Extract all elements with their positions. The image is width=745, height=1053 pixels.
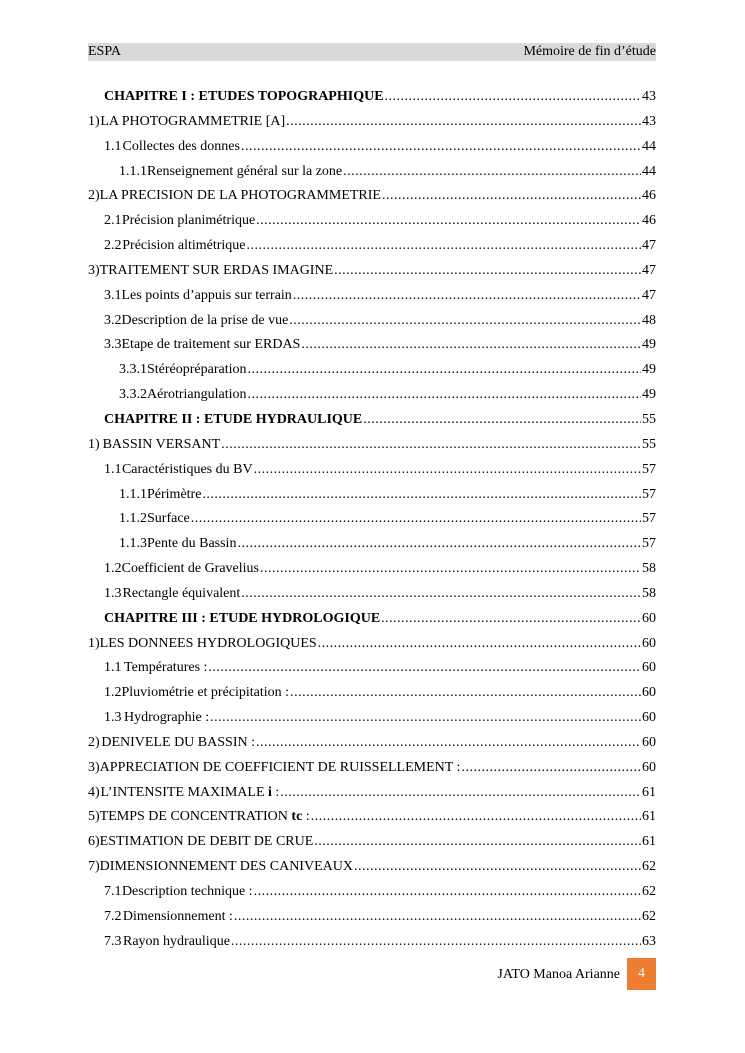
toc-entry-page: 60: [642, 710, 656, 726]
toc-dot-leader: [301, 333, 641, 358]
toc-dot-leader: [381, 607, 641, 632]
toc-entry-number: 2): [88, 734, 100, 750]
toc-dot-leader: [382, 184, 641, 209]
toc-entry[interactable]: [88, 507, 656, 532]
toc-entry-symbol: tc: [291, 809, 303, 825]
toc-entry[interactable]: [88, 458, 656, 483]
toc-entry[interactable]: [88, 259, 656, 284]
toc-entry-title: [122, 284, 292, 309]
toc-entry-number: 1.1.2: [119, 511, 147, 527]
toc-entry-title-text: Stéréopréparation: [147, 362, 247, 378]
toc-entry-title: [100, 855, 353, 880]
toc-entry[interactable]: [88, 433, 656, 458]
toc-entry-title-text: LA PHOTOGRAMMETRIE [A]: [100, 113, 286, 129]
toc-dot-leader: [208, 656, 641, 681]
toc-entry-page: 57: [642, 486, 656, 502]
toc-entry[interactable]: [88, 930, 656, 955]
toc-entry[interactable]: [88, 830, 656, 855]
footer-page-number: 4: [627, 958, 656, 990]
toc-entry-title-text: Dimensionnement :: [122, 908, 233, 924]
toc-entry-title-text: Précision altimétrique: [122, 238, 246, 254]
toc-entry-number: 3.1: [104, 287, 122, 303]
toc-dot-leader: [354, 855, 641, 880]
toc-entry-title-text: Précision planimétrique: [121, 213, 256, 229]
toc-entry-title-text: Coefficient de Gravelius: [121, 561, 260, 577]
toc-entry-page: 62: [642, 884, 656, 899]
toc-entry-page: 43: [642, 89, 656, 104]
toc-dot-leader: [241, 135, 641, 160]
toc-dot-leader: [221, 433, 641, 458]
toc-entry[interactable]: [88, 160, 656, 185]
toc-entry-title: [100, 110, 285, 135]
toc-entry-number: 7.1: [104, 884, 122, 899]
toc-entry-title: [123, 905, 233, 930]
toc-entry[interactable]: [88, 582, 656, 607]
toc-dot-leader: [256, 731, 641, 756]
toc-entry-title-text: TEMPS DE CONCENTRATION: [99, 809, 288, 825]
toc-entry[interactable]: [88, 756, 656, 781]
toc-entry-page: 57: [642, 461, 656, 477]
toc-entry-page: 49: [642, 387, 656, 403]
toc-entry-page: 61: [642, 834, 656, 850]
toc-entry-number: 1.3: [104, 585, 122, 601]
toc-entry-title-text: LA PRECISION DE LA PHOTOGRAMMETRIE: [99, 188, 381, 204]
toc-entry-title: [101, 731, 255, 756]
toc-dot-leader: [247, 234, 641, 259]
toc-dot-leader: [363, 408, 641, 433]
toc-entry-number: 1.2: [104, 685, 122, 701]
toc-entry-number: 3.3.1: [119, 362, 147, 378]
toc-entry-title: [100, 632, 317, 657]
toc-entry[interactable]: [88, 607, 656, 632]
toc-dot-leader: [256, 209, 641, 234]
toc-entry-title-text: CHAPITRE II : ETUDE HYDRAULIQUE: [104, 411, 363, 427]
toc-entry[interactable]: [88, 110, 656, 135]
toc-entry-title: [147, 507, 190, 532]
toc-entry-page: 57: [642, 511, 656, 527]
toc-entry-title-text: BASSIN VERSANT: [102, 436, 221, 452]
toc-entry-number: 6): [88, 834, 100, 850]
toc-entry-page: 47: [642, 262, 656, 278]
toc-dot-leader: [248, 358, 641, 383]
toc-entry-number: 3.2: [104, 312, 122, 328]
toc-entry-title: [104, 607, 380, 632]
toc-entry-title-text: Rayon hydraulique: [122, 933, 230, 949]
toc-entry-title-text: DENIVELE DU BASSIN :: [101, 734, 255, 750]
toc-entry-page: 55: [642, 436, 656, 452]
header-document-title: Mémoire de fin d’étude: [523, 44, 656, 59]
toc-entry-title-text: Surface: [147, 511, 190, 527]
toc-entry[interactable]: [88, 905, 656, 930]
toc-entry-number: 1.1.1: [119, 486, 147, 502]
toc-entry[interactable]: [88, 184, 656, 209]
page-header: [88, 43, 656, 61]
toc-entry-number: 3.3.2: [119, 387, 147, 403]
toc-entry-number: 1.1: [104, 660, 122, 676]
toc-entry-page: 61: [642, 784, 656, 800]
toc-entry-title: [122, 458, 253, 483]
toc-entry-page: 62: [642, 908, 656, 924]
toc-entry-title-suffix: :: [302, 809, 310, 825]
toc-entry-page: 47: [642, 238, 656, 254]
toc-dot-leader: [286, 110, 641, 135]
toc-dot-leader: [318, 632, 641, 657]
toc-entry-title: [124, 706, 209, 731]
toc-entry-title: [101, 781, 280, 806]
toc-entry-title: [100, 184, 381, 209]
toc-entry-title-text: Températures :: [124, 660, 208, 676]
toc-entry-title: [124, 656, 207, 681]
toc-entry[interactable]: [88, 234, 656, 259]
toc-entry-title: [100, 259, 333, 284]
toc-entry-number: 1.1: [104, 138, 122, 154]
toc-entry[interactable]: [88, 85, 656, 110]
toc-entry-title: [147, 358, 247, 383]
toc-dot-leader: [210, 706, 641, 731]
toc-entry-page: 46: [642, 213, 656, 229]
toc-entry-title: [123, 582, 241, 607]
toc-entry[interactable]: [88, 855, 656, 880]
toc-entry-page: 60: [642, 759, 656, 775]
toc-entry-title: [122, 681, 290, 706]
toc-entry[interactable]: [88, 483, 656, 508]
toc-dot-leader: [234, 905, 641, 930]
toc-dot-leader: [311, 805, 641, 830]
toc-entry-number: 3): [88, 759, 100, 775]
toc-entry-title: [122, 333, 301, 358]
toc-dot-leader: [191, 507, 641, 532]
toc-entry-page: 44: [642, 163, 656, 179]
toc-entry[interactable]: [88, 209, 656, 234]
toc-dot-leader: [385, 85, 641, 110]
toc-entry-title-text: ESTIMATION DE DEBIT DE CRUE: [99, 834, 314, 850]
toc-dot-leader: [260, 557, 641, 582]
toc-entry[interactable]: [88, 333, 656, 358]
toc-dot-leader: [290, 681, 641, 706]
toc-entry-number: 1.3: [104, 710, 122, 726]
toc-entry-page: 46: [642, 188, 656, 204]
toc-dot-leader: [334, 259, 641, 284]
toc-entry-page: 60: [642, 660, 656, 676]
toc-entry-number: 3.3: [104, 337, 122, 353]
toc-entry-number: 1): [88, 635, 100, 651]
toc-entry-number: 7.3: [104, 933, 122, 949]
toc-entry-title: [123, 930, 230, 955]
toc-entry-number: 1.1.3: [119, 536, 147, 552]
toc-entry-title-text: Périmètre: [147, 486, 202, 502]
toc-entry-page: 48: [642, 312, 656, 328]
toc-entry[interactable]: [88, 532, 656, 557]
toc-dot-leader: [280, 781, 641, 806]
toc-entry-title: [100, 756, 461, 781]
toc-entry-page: 47: [642, 287, 656, 303]
toc-entry-title: [122, 234, 245, 259]
toc-entry-title-text: Rectangle équivalent: [122, 585, 241, 601]
toc-entry-title: [147, 532, 236, 557]
toc-dot-leader: [314, 830, 641, 855]
toc-entry-title-text: Description technique :: [121, 884, 253, 899]
toc-entry-title: [122, 557, 259, 582]
toc-entry-page: 60: [642, 734, 656, 750]
toc-entry[interactable]: [88, 731, 656, 756]
toc-entry-number: 1.2: [104, 561, 122, 577]
toc-entry-title: [122, 880, 253, 905]
toc-entry-title: [100, 830, 314, 855]
toc-entry-title-text: Renseignement général sur la zone: [147, 163, 343, 179]
toc-entry-title-text: DIMENSIONNEMENT DES CANIVEAUX: [99, 859, 353, 875]
toc-entry[interactable]: [88, 383, 656, 408]
toc-entry-title-text: TRAITEMENT SUR ERDAS IMAGINE: [99, 262, 334, 278]
toc-dot-leader: [231, 930, 641, 955]
toc-entry-title-text: CHAPITRE I : ETUDES TOPOGRAPHIQUE: [104, 89, 384, 104]
toc-entry-title: [147, 160, 342, 185]
toc-dot-leader: [254, 458, 641, 483]
toc-entry-title: [122, 309, 289, 334]
toc-entry-number: 1.1: [104, 461, 122, 477]
toc-entry-number: 2): [88, 188, 100, 204]
toc-entry-title-text: LES DONNEES HYDROLOGIQUES: [99, 635, 317, 651]
toc-dot-leader: [343, 160, 641, 185]
toc-entry-number: 2.2: [104, 238, 122, 254]
toc-entry-title: [147, 383, 247, 408]
toc-dot-leader: [237, 532, 641, 557]
toc-entry-title-text: Pente du Bassin: [147, 536, 237, 552]
toc-entry-title: [104, 408, 362, 433]
toc-entry[interactable]: [88, 681, 656, 706]
toc-entry[interactable]: [88, 781, 656, 806]
toc-entry-title-text: Description de la prise de vue: [121, 312, 289, 328]
toc-entry-title: [147, 483, 201, 508]
toc-entry-title: [104, 85, 384, 110]
toc-entry-number: 2.1: [104, 213, 122, 229]
toc-entry-title-suffix: :: [271, 784, 280, 800]
toc-entry-page: 43: [642, 113, 656, 129]
toc-entry[interactable]: [88, 408, 656, 433]
toc-entry-page: 60: [642, 610, 656, 626]
toc-entry[interactable]: [88, 706, 656, 731]
toc-entry-number: 1): [88, 113, 100, 129]
toc-dot-leader: [254, 880, 641, 905]
toc-entry-title-text: Aérotriangulation: [147, 387, 247, 403]
toc-entry-title-text: L’INTENSITE MAXIMALE: [100, 784, 265, 800]
toc-entry[interactable]: [88, 284, 656, 309]
toc-entry[interactable]: [88, 557, 656, 582]
toc-dot-leader: [289, 309, 641, 334]
toc-entry-title-text: Collectes des donnes: [122, 138, 240, 154]
toc-entry-number: 7.2: [104, 908, 122, 924]
toc-entry-number: 3): [88, 262, 100, 278]
toc-dot-leader: [202, 483, 641, 508]
toc-entry-page: 49: [642, 337, 656, 353]
toc-entry-page: 57: [642, 536, 656, 552]
toc-entry-page: 60: [642, 635, 656, 651]
toc-entry-title-text: Pluviométrie et précipitation :: [121, 685, 290, 701]
toc-entry[interactable]: [88, 135, 656, 160]
toc-entry-title-text: Hydrographie :: [123, 710, 210, 726]
toc-entry-title-text: Caractéristiques du BV: [121, 461, 253, 477]
toc-entry-page: 49: [642, 362, 656, 378]
toc-entry[interactable]: [88, 805, 656, 830]
toc-entry-page: 60: [642, 685, 656, 701]
toc-entry-title-text: APPRECIATION DE COEFFICIENT DE RUISSELLEMENT :: [99, 759, 461, 775]
table-of-contents: [88, 85, 656, 955]
toc-entry[interactable]: [88, 880, 656, 905]
toc-dot-leader: [241, 582, 641, 607]
header-school: ESPA: [88, 44, 121, 59]
toc-entry-number: 7): [88, 859, 100, 875]
toc-entry-page: 58: [642, 585, 656, 601]
toc-entry-page: 63: [642, 933, 656, 949]
toc-dot-leader: [293, 284, 641, 309]
toc-entry-number: 1): [88, 436, 100, 452]
toc-entry[interactable]: [88, 632, 656, 657]
toc-entry-page: 44: [642, 138, 656, 154]
toc-entry-title: [123, 135, 240, 160]
toc-entry-number: 1.1.1: [119, 163, 147, 179]
toc-entry-title: [103, 433, 221, 458]
toc-entry-page: 61: [642, 809, 656, 825]
toc-entry-page: 55: [642, 411, 656, 427]
toc-entry[interactable]: [88, 358, 656, 383]
toc-entry-title-text: Les points d’appuis sur terrain: [121, 287, 292, 303]
toc-entry-page: 58: [642, 561, 656, 577]
toc-entry-title: [100, 805, 310, 830]
toc-entry-symbol: i: [268, 784, 272, 800]
toc-entry[interactable]: [88, 309, 656, 334]
toc-entry-number: 5): [88, 809, 100, 825]
toc-entry-number: 4): [88, 784, 100, 800]
toc-dot-leader: [461, 756, 641, 781]
toc-entry-title: [122, 209, 255, 234]
toc-entry-title-text: Etape de traitement sur ERDAS: [121, 337, 301, 353]
toc-entry-title-text: CHAPITRE III : ETUDE HYDROLOGIQUE: [104, 610, 381, 626]
footer-author: JATO Manoa Arianne: [497, 967, 620, 982]
toc-entry-page: 62: [642, 859, 656, 875]
toc-dot-leader: [248, 383, 641, 408]
toc-entry[interactable]: [88, 656, 656, 681]
